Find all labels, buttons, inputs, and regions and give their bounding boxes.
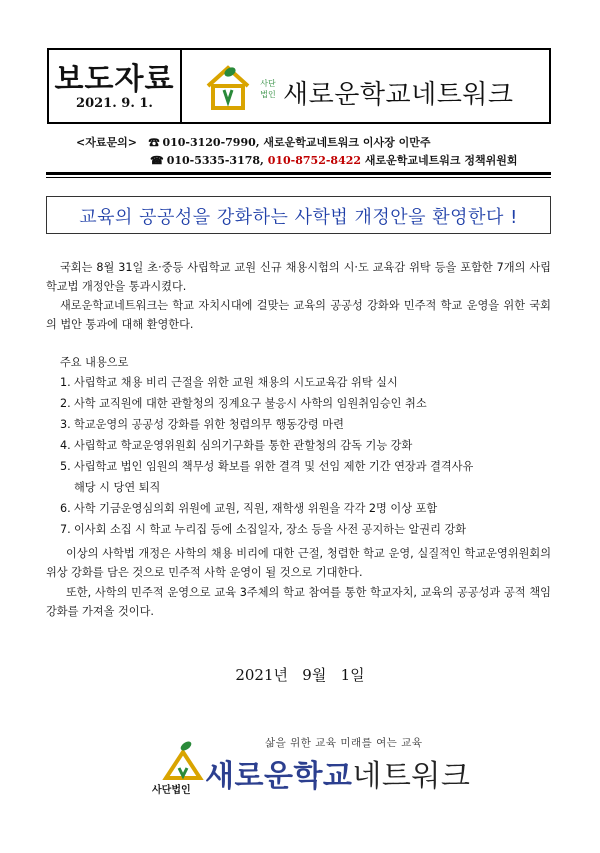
body-paragraph-3: 이상의 사학법 개정은 사학의 채용 비리에 대한 근절, 청렴한 학교 운영, 실질적인 학교운영위원회의 위상 강화를 담은 것으로 민주적 사학 운영이 될 것으로 기대한다. <box>46 547 551 579</box>
contact-label: <자료문의> <box>76 136 137 149</box>
footer-org-name-light: 네트워크 <box>352 759 471 794</box>
list-item: 5. 사립학교 법인 임원의 책무성 확보를 위한 결격 및 선임 제한 기간 연장과 결격사유 해당 시 당연 퇴직 <box>60 456 550 498</box>
phone-icon: ☎ <box>150 154 164 167</box>
press-release-title: 보도자료 <box>54 62 175 97</box>
body-paragraph-4: 또한, 사학의 민주적 운영으로 교육 3주체의 학교 참여를 통한 학교자치, 교육의 공공성과 공적 책임 강화를 가져올 것이다. <box>46 586 551 618</box>
contact-line-2 <box>150 152 517 168</box>
footer-org-name <box>205 751 470 795</box>
contact-phone-b: 010-8752-8422 <box>267 154 362 167</box>
list-item: 2. 사학 교직원에 대한 관할청의 징계요구 불응시 사학의 임원취임승인 취소 <box>60 397 427 410</box>
list-item: 6. 사학 기금운영심의회 위원에 교원, 직원, 재학생 위원을 각각 2명 이상 포함 <box>60 502 438 515</box>
list-item: 7. 이사회 소집 시 학교 누리집 등에 소집일자, 장소 등을 사전 공지하는 알권리 강화 <box>60 523 467 536</box>
press-release-box <box>47 48 182 124</box>
divider-thick <box>46 172 551 175</box>
footer-org-prefix: 사단법인 <box>152 785 191 796</box>
list-item: 3. 학교운영의 공공성 강화를 위한 청렴의무 행동강령 마련 <box>60 418 344 431</box>
org-prefix-label: 사단 법인 <box>260 79 276 99</box>
body-paragraph-2: 새로운학교네트워크는 학교 자치시대에 걸맞는 교육의 공공성 강화와 민주적 학교 운영을 위한 국회의 법안 통과에 대해 환영한다. <box>46 299 551 331</box>
organization-logo-icon <box>200 62 256 114</box>
contact-line-1 <box>76 134 430 150</box>
org-name: 새로운학교네트워크 <box>283 80 514 110</box>
document-date: 2021년 9월 1일 <box>235 666 365 684</box>
headline: 교육의 공공성을 강화하는 사학법 개정안을 환영한다 ! <box>79 207 518 228</box>
list-item-continuation: 해당 시 당연 퇴직 <box>74 481 161 494</box>
main-points-intro: 주요 내용으로 <box>60 356 129 369</box>
list-item: 1. 사립학교 채용 비리 근절을 위한 교원 채용의 시도교육감 위탁 실시 <box>60 376 398 389</box>
footer-org-name-bold: 새로운학교 <box>205 759 353 794</box>
phone-icon: ☎ <box>148 136 160 149</box>
contact-line-1-text: 010-3120-7990, 새로운학교네트워크 이사장 이만주 <box>162 136 431 149</box>
list-item: 4. 사립학교 학교운영위원회 심의기구화를 통한 관할청의 감독 기능 강화 <box>60 439 413 452</box>
headline-box <box>46 196 551 234</box>
contact-phone-a: 010-5335-3178, <box>166 154 264 167</box>
footer-logo-icon <box>160 738 206 784</box>
contact-line-2-tail: 새로운학교네트워크 정책위원회 <box>364 154 518 167</box>
footer-slogan: 삶을 위한 교육 미래를 여는 교육 <box>265 737 423 749</box>
body-paragraph-1: 국회는 8월 31일 초·중등 사립학교 교원 신규 채용시험의 시·도 교육감 위탁 등을 포함한 7개의 사립학교법 개정안을 통과시켰다. <box>46 261 551 293</box>
press-release-date: 2021. 9. 1. <box>76 96 153 111</box>
main-points-list <box>60 372 550 540</box>
divider-thin <box>46 177 551 178</box>
